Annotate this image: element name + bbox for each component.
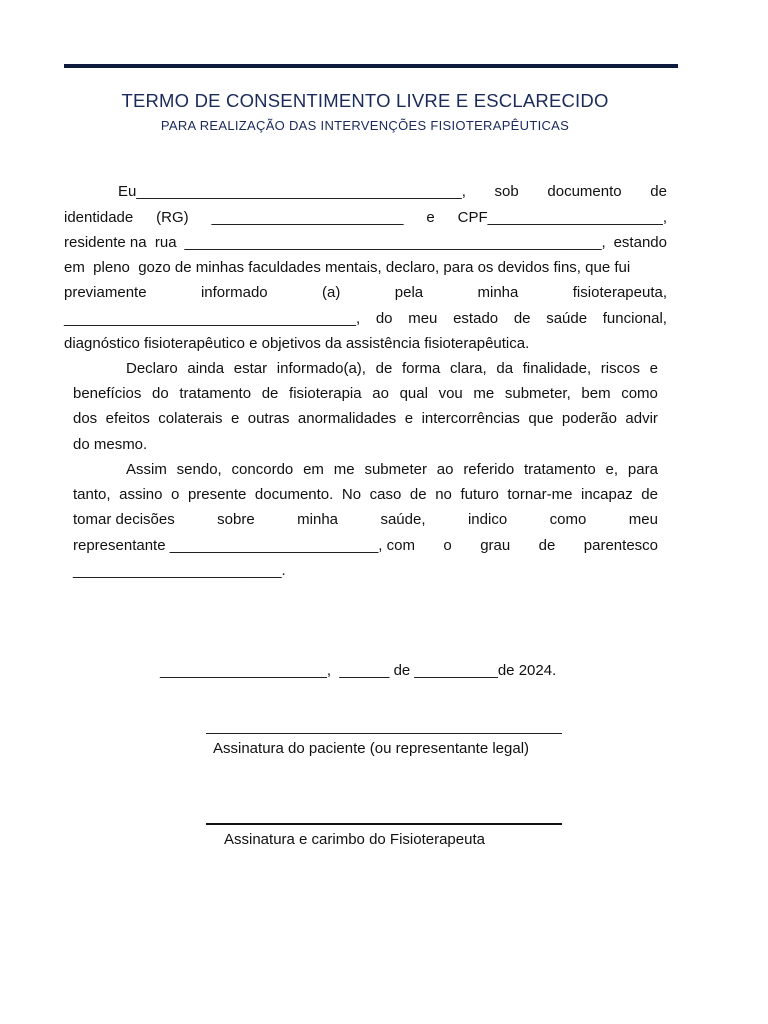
word: vou — [438, 385, 463, 402]
p1-line-1 — [118, 183, 667, 201]
word: bem — [581, 385, 611, 402]
word: do — [152, 385, 169, 402]
word: em pleno gozo de minhas faculdades mentais, declaro, para os devidos fins, que fui — [64, 259, 631, 276]
p1-line-6 — [64, 310, 667, 328]
p3-line-5: _________________________. — [73, 562, 286, 579]
word: como — [549, 511, 587, 528]
word: _______________________ — [211, 209, 404, 226]
patient-signature-line — [206, 733, 562, 734]
word: concordo — [231, 461, 294, 478]
word: identidade — [64, 209, 134, 226]
word: qual — [399, 385, 428, 402]
word: de — [375, 360, 393, 377]
word: sob — [494, 183, 519, 200]
p3-line-3 — [73, 511, 658, 529]
word: estando — [613, 234, 667, 251]
word: incapaz — [581, 486, 633, 503]
word: submeter, — [504, 385, 571, 402]
word: tornar-me — [507, 486, 573, 503]
word: riscos — [600, 360, 640, 377]
word: fisioterapia — [289, 385, 362, 402]
word: informado(a), — [276, 360, 366, 377]
word: e — [649, 360, 658, 377]
word: Eu_______________________________________, — [118, 183, 466, 200]
word: da — [496, 360, 514, 377]
word: sendo, — [176, 461, 222, 478]
word: ___________________________________, — [64, 310, 361, 327]
word: No — [341, 486, 362, 503]
word: parentesco — [583, 537, 658, 554]
p2-line-3 — [73, 410, 658, 428]
p3-line-2 — [73, 486, 658, 504]
word: forma — [402, 360, 441, 377]
p2-line-2 — [73, 385, 658, 403]
word: sobre — [217, 511, 255, 528]
word: informado — [200, 284, 268, 301]
word: grau — [480, 537, 511, 554]
word: (a) — [322, 284, 341, 301]
p1-line-4 — [64, 259, 667, 277]
word: tomar decisões — [73, 511, 175, 528]
physio-signature-label: Assinatura e carimbo do Fisioterapeuta — [224, 831, 485, 848]
p1-line-7: diagnóstico fisioterapêutico e objetivos da assistência fisioterapêutica. — [64, 335, 530, 352]
word: estar — [233, 360, 268, 377]
p1-line-2 — [64, 209, 667, 227]
word: anormalidades — [297, 410, 397, 427]
word: clara, — [450, 360, 487, 377]
p2-line-1 — [126, 360, 658, 378]
word: e — [404, 410, 414, 427]
word: poderão — [561, 410, 617, 427]
word: indico — [467, 511, 508, 528]
word: ainda — [187, 360, 225, 377]
word: referido — [463, 461, 515, 478]
word: documento — [547, 183, 622, 200]
word: em — [303, 461, 324, 478]
word: colaterais — [158, 410, 223, 427]
word: __________________________________________________, — [184, 234, 606, 251]
word: Declaro — [126, 360, 178, 377]
p2-line-4: do mesmo. — [73, 436, 148, 453]
word: me — [333, 461, 355, 478]
word: assino — [119, 486, 163, 503]
word: e — [426, 209, 435, 226]
word: para — [627, 461, 658, 478]
word: intercorrências — [421, 410, 520, 427]
word: futuro — [460, 486, 499, 503]
word: e — [230, 410, 240, 427]
word: Assim — [126, 461, 167, 478]
word: presente — [187, 486, 247, 503]
word: minha — [297, 511, 339, 528]
word: de — [409, 486, 427, 503]
word: efeitos — [105, 410, 150, 427]
word: ao — [372, 385, 389, 402]
word: ao — [436, 461, 454, 478]
word: CPF_____________________, — [457, 209, 667, 226]
top-rule — [64, 64, 678, 68]
word: dos — [73, 410, 98, 427]
physio-signature-line — [206, 823, 562, 825]
word: o — [171, 486, 180, 503]
word: outras — [247, 410, 290, 427]
p1-line-3 — [64, 234, 667, 252]
word: como — [621, 385, 658, 402]
word: advir — [625, 410, 658, 427]
word: representante _________________________, com — [73, 537, 415, 554]
word: tanto, — [73, 486, 111, 503]
word: caso — [369, 486, 402, 503]
word: me — [473, 385, 495, 402]
date-line: ____________________, ______ de __________de 2024. — [160, 662, 557, 679]
patient-signature-label: Assinatura do paciente (ou representante legal) — [213, 740, 530, 757]
word: tratamento — [179, 385, 252, 402]
p1-line-5 — [64, 284, 667, 302]
word: de — [641, 486, 658, 503]
word: de — [538, 537, 556, 554]
word: minha — [477, 284, 519, 301]
word: tratamento — [524, 461, 596, 478]
word: finalidade, — [522, 360, 592, 377]
p3-line-1 — [126, 461, 658, 479]
p3-line-4 — [73, 537, 658, 555]
word: de — [261, 385, 279, 402]
document-subtitle: PARA REALIZAÇÃO DAS INTERVENÇÕES FISIOTERAPÊUTICAS — [160, 118, 570, 133]
word: do — [375, 310, 393, 327]
word: o — [443, 537, 452, 554]
word: saúde — [546, 310, 588, 327]
word: previamente — [64, 284, 147, 301]
word: (RG) — [156, 209, 189, 226]
word: meu — [628, 511, 658, 528]
word: funcional, — [602, 310, 667, 327]
word: fisioterapeuta, — [572, 284, 667, 301]
document-title: TERMO DE CONSENTIMENTO LIVRE E ESCLARECIDO — [121, 90, 609, 111]
word: de — [513, 310, 531, 327]
word: de — [650, 183, 667, 200]
word: estado — [453, 310, 499, 327]
word: saúde, — [380, 511, 426, 528]
word: pela — [394, 284, 424, 301]
word: no — [435, 486, 452, 503]
word: submeter — [364, 461, 427, 478]
word: meu — [408, 310, 438, 327]
word: benefícios — [73, 385, 142, 402]
word: documento. — [254, 486, 334, 503]
word: e, — [605, 461, 619, 478]
word: que — [528, 410, 554, 427]
word: residente na rua — [64, 234, 177, 251]
